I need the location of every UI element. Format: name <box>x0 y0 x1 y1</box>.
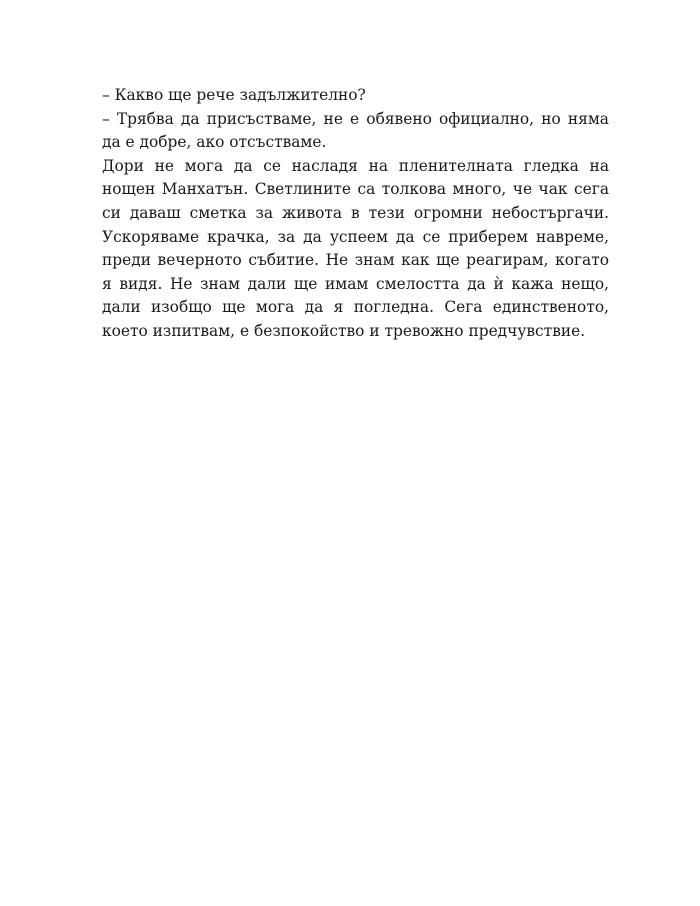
paragraph-3: Дори не мога да се насладя на пленителната гледка на нощен Манхатън. Светлините са толкова много, че чак сега си даваш сметка за живота в тези огромни небостъргачи. Ускоряваме крачка, за да успеем да се приберем навреме, преди вечерното събитие. Не знам как ще реагирам, когато я видя. Не знам дали ще имам смелостта да ѝ кажа нещо, дали изобщо ще мога да я погледна. Сега единственото, което изпитвам, е безпокойство и тревожно предчувствие. <box>102 156 609 340</box>
paragraph-1: – Какво ще рече задължително? <box>102 86 366 104</box>
paragraph-2: – Трябва да присъстваме, не е обявено официално, но няма да е добре, ако отсъстваме. <box>102 109 609 152</box>
body-text <box>102 84 609 344</box>
